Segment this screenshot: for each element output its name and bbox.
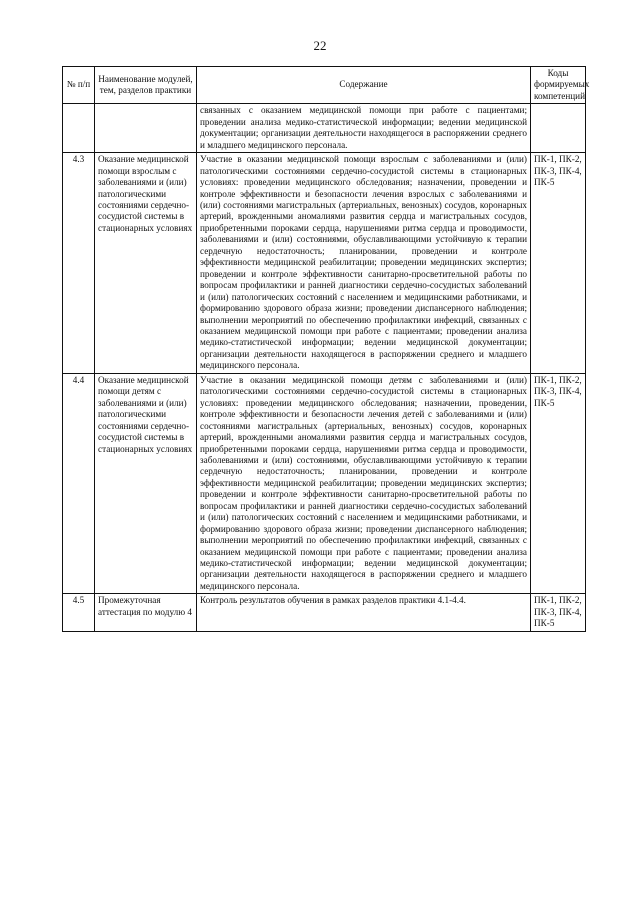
row-name: Промежуточная аттестация по модулю 4 (95, 594, 197, 631)
page-number: 22 (313, 38, 327, 53)
table-row (63, 373, 586, 594)
row-codes: ПК-1, ПК-2, ПК-3, ПК-4, ПК-5 (531, 153, 586, 374)
row-content: Контроль результатов обучения в рамках разделов практики 4.1-4.4. (197, 594, 531, 631)
row-content: связанных с оказанием медицинской помощи при работе с пациентами; проведении анализа медико-статистической информации; ведении медицинской документации; организации деятельности находящегося в распоряжении среднего и младшего медицинского персонала. (197, 104, 531, 153)
table-header-row (63, 67, 586, 104)
header-num: № п/п (63, 67, 95, 104)
row-name: Оказание медицинской помощи детям с заболеваниями и (или) патологическими состояниями сердечно-сосудистой системы в стационарных условиях (95, 373, 197, 594)
row-codes (531, 104, 586, 153)
header-codes: Коды формируемых компетенций (531, 67, 586, 104)
row-content: Участие в оказании медицинской помощи детям с заболеваниями и (или) патологическими состояниями сердечно-сосудистой системы в стационарных условиях: проведении медицинского обследования; назначении, проведении, контроле эффективности и безопасности лечения детей с заболеваниями и (или) состояниями магистральных (артериальных, венозных) сосудов, коронарных артерий, врожденными аномалиями развития сердца и магистральных сосудов, приобретенными пороками сердца, нарушениями ритма сердца и проводимости, заболеваниями и (или) состояниями, обуславливающими устойчивую к терапии сердечную недостаточность; планировании, проведении и контроле эффективности медицинской реабилитации; проведении медицинских экспертиз; проведении и контроле эффективности санитарно-просветительной работы по вопросам профилактики и ранней диагностики сердечно-сосудистых заболеваний и (или) патологических состояний с населением и медицинскими работниками, и формированию здорового образа жизни; проведении диспансерного наблюдения; выполнении мероприятий по обеспечению профилактики инфекций, связанных с оказанием медицинской помощи при работе с пациентами; проведении анализа медико-статистической информации; ведении медицинской документации; организации деятельности находящегося в распоряжении среднего и младшего медицинского персонала. (197, 373, 531, 594)
row-num: 4.4 (63, 373, 95, 594)
row-name: Оказание медицинской помощи взрослым с заболеваниями и (или) патологическими состояниями сердечно-сосудистой системы в стационарных условиях (95, 153, 197, 374)
row-content: Участие в оказании медицинской помощи взрослым с заболеваниями и (или) патологическими состояниями сердечно-сосудистой системы в стационарных условиях: проведении медицинского обследования; назначении, проведении и контроле эффективности и безопасности лечения взрослых с заболеваниями и (или) состояниями магистральных (артериальных, венозных) сосудов, коронарных артерий, врожденными аномалиями развития сердца и магистральных сосудов, приобретенными пороками сердца, нарушениями ритма сердца и проводимости, заболеваниями и (или) состояниями, обуславливающими устойчивую к терапии сердечную недостаточность; планировании, проведении и контроле эффективности медицинской реабилитации; проведении медицинских экспертиз; проведении и контроле эффективности санитарно-просветительной работы по вопросам профилактики и ранней диагностики сердечно-сосудистых заболеваний и (или) патологических состояний с населением и медицинскими работниками, и формированию здорового образа жизни; проведении диспансерного наблюдения; выполнении мероприятий по обеспечению профилактики инфекций, связанных с оказанием медицинской помощи при работе с пациентами; проведении анализа медико-статистической информации; ведении медицинской документации; организации деятельности находящегося в распоряжении среднего и младшего медицинского персонала. (197, 153, 531, 374)
practice-table (62, 66, 590, 632)
table-row (63, 104, 586, 153)
header-name: Наименование модулей, тем, разделов практики (95, 67, 197, 104)
row-num: 4.5 (63, 594, 95, 631)
header-content: Содержание (197, 67, 531, 104)
row-codes: ПК-1, ПК-2, ПК-3, ПК-4, ПК-5 (531, 594, 586, 631)
row-codes: ПК-1, ПК-2, ПК-3, ПК-4, ПК-5 (531, 373, 586, 594)
table-row (63, 594, 586, 631)
row-num: 4.3 (63, 153, 95, 374)
row-num (63, 104, 95, 153)
row-name (95, 104, 197, 153)
table-row (63, 153, 586, 374)
